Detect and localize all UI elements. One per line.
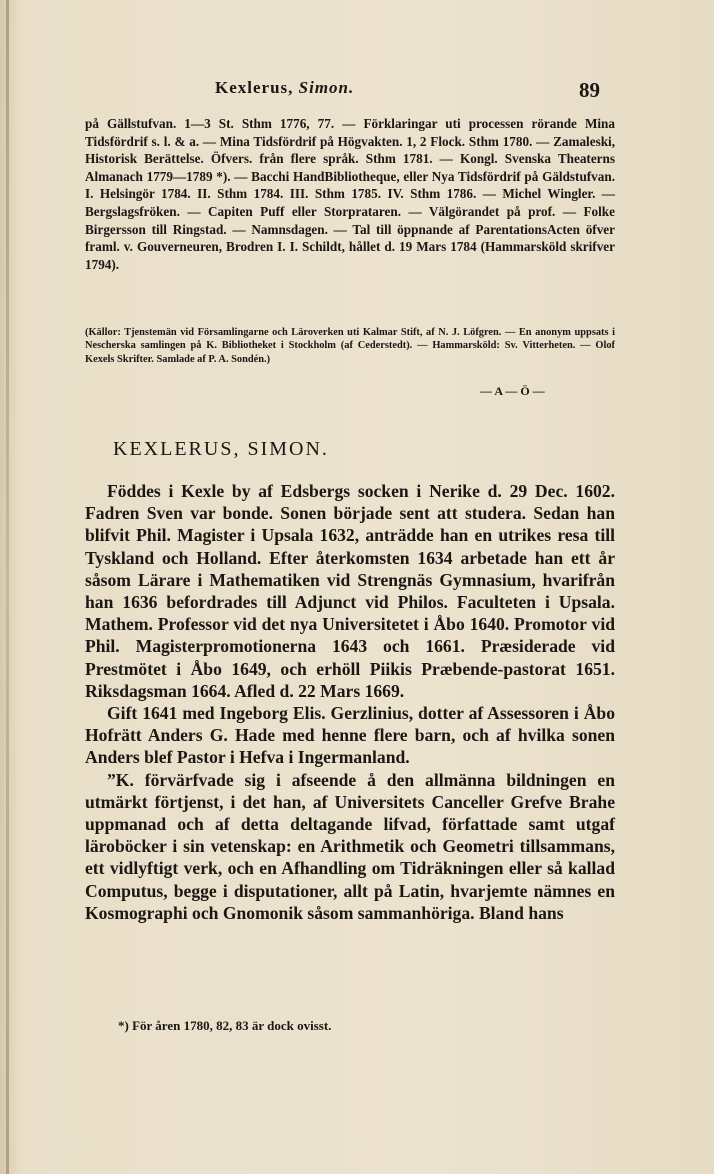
article-body	[85, 480, 615, 924]
footnote: *) För åren 1780, 82, 83 är dock ovisst.	[118, 1018, 332, 1033]
running-head	[215, 78, 354, 98]
previous-entry-bibliography: på Gällstufvan. 1—3 St. Sthm 1776, 77. — Förklaringar uti processen rörande Mina Tidsfördrif s. l. & a. — Mina Tidsfördrif på Högvakten. 1, 2 Flock. Sthm 1780. — Zamaleski, Historisk Berättelse. Öfvers. från flere språk. Sthm 1781. — Kongl. Svenska Theaterns Almanach 1779—1789 *). — Bacchi HandBibliotheque, eller Nya Tidsfördrif på Gäldstufvan. I. Helsingör 1784. II. Sthm 1784. III. Sthm 1785. IV. Sthm 1786. — Michel Wingler. — Bergslagsfröken. — Capiten Puff eller Storprataren. — Välgörandet på prof. — Folke Birgersson till Ringstad. — Namnsdagen. — Tal till öppnande af ParentationsActen öfver framl. v. Gouverneuren, Brodren I. I. Schildt, hållet d. 19 Mars 1784 (Hammarsköld skrifver 1794).	[85, 116, 615, 272]
running-header	[85, 78, 600, 104]
article-title: KEXLERUS, SIMON.	[113, 438, 329, 460]
section-divider: — A — Ö —	[480, 384, 545, 398]
article-paragraph-marriage: Gift 1641 med Ingeborg Elis. Gerzlinius, dotter af Assessoren i Åbo Hofrätt Anders G. Hade med henne flere barn, och af hvilka sonen Anders blef Pastor i Hefva i Ingermanland.	[85, 703, 615, 768]
previous-entry-sources: (Källor: Tjenstemän vid Församlingarne och Läroverken uti Kalmar Stift, af N. J. Löfgren. — En anonym uppsats i Nescherska samlingen på K. Bibliotheket i Stockholm (af Cederstedt). — Hammarsköld: Sv. Vitterheten. — Olof Kexels Skrifter. Samlade af P. A. Sondén.)	[85, 327, 615, 365]
binding-gutter	[6, 0, 9, 1174]
article-paragraph-merits: ”K. förvärfvade sig i afseende å den allmänna bildningen en utmärkt förtjenst, i det han, af Universitets Canceller Grefve Brahe uppmanad och af detta deltagande lifvad, författade samt utgaf läroböcker i sin vetenskap: en Arithmetik och Geometri tillsammans, ett vidlyftigt verk, och en Afhandling om Tidräkningen eller så kallad Computus, begge i disputationer, allt på Latin, hvarjemte nämnes en Kosmographi och Gnomonik såsom sammanhöriga. Bland hans	[85, 769, 615, 923]
running-head-name: Kexlerus,	[215, 78, 294, 97]
running-head-given: Simon.	[298, 78, 355, 97]
article-paragraph-birth: Föddes i Kexle by af Edsbergs socken i Nerike d. 29 Dec. 1602. Fadren Sven var bonde. Sonen började sent att studera. Sedan han blifvit Phil. Magister i Upsala 1632, anträdde han en utrikes resa till Tyskland och Holland. Efter återkomsten 1634 arbetade han ett år såsom Lärare i Mathematiken vid Strengnäs Gymnasium, hvarifrån han 1636 befordrades till Adjunct vid Philos. Faculteten i Upsala. Mathem. Professor vid det nya Universitetet i Åbo 1640. Promotor vid Phil. Magisterpromotionerna 1643 och 1661. Præsiderade vid Prestmötet i Åbo 1649, och erhöll Piikis Præbende-pastorat 1651. Riksdagsman 1664. Afled d. 22 Mars 1669.	[85, 481, 615, 701]
page-number: 89	[579, 78, 600, 102]
